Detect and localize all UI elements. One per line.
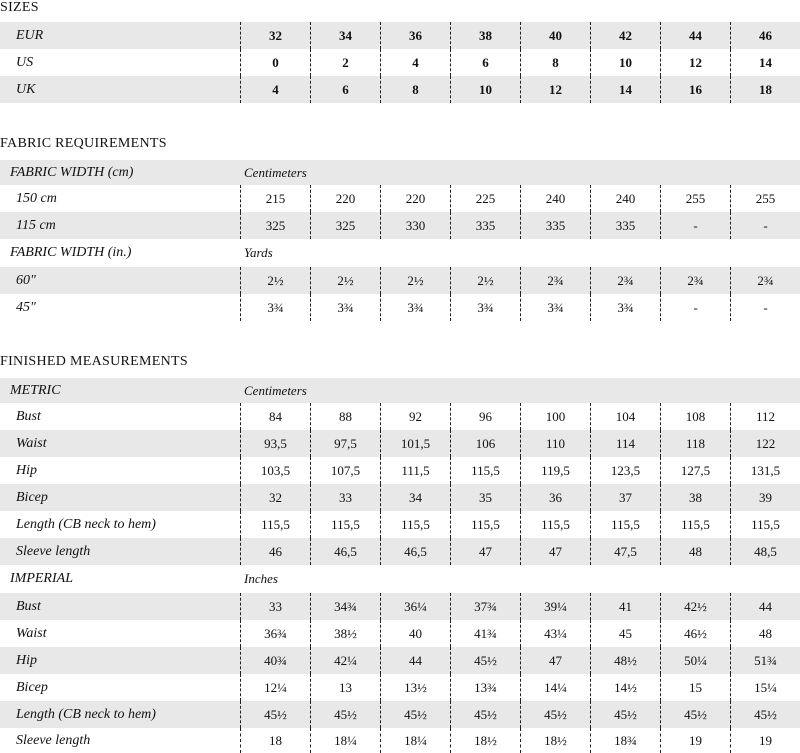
table-cell: 335 bbox=[520, 212, 590, 239]
table-cell: 225 bbox=[450, 185, 520, 212]
table-cell: 48½ bbox=[590, 647, 660, 674]
table-cell: 240 bbox=[590, 185, 660, 212]
table-cell: 41¾ bbox=[450, 620, 520, 647]
table-cell: 8 bbox=[520, 49, 590, 76]
table-cell: 2¾ bbox=[590, 267, 660, 294]
table-cell: 37 bbox=[590, 484, 660, 511]
table-cell: 13 bbox=[310, 674, 380, 701]
table-cell: 96 bbox=[450, 403, 520, 430]
table-cell: 33 bbox=[310, 484, 380, 511]
table-cell: 330 bbox=[380, 212, 450, 239]
size-row-uk bbox=[0, 76, 800, 103]
table-cell: 36 bbox=[380, 22, 450, 49]
table-cell: 45½ bbox=[380, 701, 450, 728]
row-label: Bicep bbox=[16, 489, 48, 505]
row-label: Sleeve length bbox=[16, 543, 91, 559]
table-cell: 115,5 bbox=[730, 511, 800, 538]
row-label: Waist bbox=[16, 625, 47, 641]
measurement-row bbox=[0, 403, 800, 430]
table-cell: 14 bbox=[590, 76, 660, 103]
row-label: 150 cm bbox=[16, 190, 57, 206]
table-cell: 37¾ bbox=[450, 593, 520, 620]
table-cell: 34 bbox=[380, 484, 450, 511]
row-label: 115 cm bbox=[16, 217, 56, 233]
table-cell: 42½ bbox=[660, 593, 730, 620]
fabric-in-header-row bbox=[0, 240, 800, 266]
table-cell: 18½ bbox=[450, 728, 520, 753]
table-cell: 115,5 bbox=[450, 511, 520, 538]
table-cell: 4 bbox=[380, 49, 450, 76]
table-cell: 108 bbox=[660, 403, 730, 430]
row-label: Length (CB neck to hem) bbox=[16, 516, 156, 532]
table-cell: 115,5 bbox=[660, 511, 730, 538]
table-cell: 115,5 bbox=[240, 511, 310, 538]
measurement-row bbox=[0, 538, 800, 565]
size-row-us bbox=[0, 49, 800, 76]
table-cell: 46½ bbox=[660, 620, 730, 647]
finished-heading: FINISHED MEASUREMENTS bbox=[0, 354, 188, 369]
measurement-row bbox=[0, 620, 800, 647]
table-cell: 240 bbox=[520, 185, 590, 212]
measurement-row bbox=[0, 728, 800, 753]
table-cell: 36¼ bbox=[380, 593, 450, 620]
table-cell: 48 bbox=[660, 538, 730, 565]
table-cell: 18½ bbox=[520, 728, 590, 753]
table-cell: 45½ bbox=[240, 701, 310, 728]
table-cell: 47 bbox=[520, 538, 590, 565]
table-cell: 10 bbox=[590, 49, 660, 76]
table-cell: 2½ bbox=[380, 267, 450, 294]
row-label: Bust bbox=[16, 598, 41, 614]
fabric-row bbox=[0, 212, 800, 239]
table-cell: 18¼ bbox=[380, 728, 450, 753]
table-cell: 111,5 bbox=[380, 457, 450, 484]
unit-label: Centimeters bbox=[244, 164, 307, 180]
row-label: Waist bbox=[16, 435, 47, 451]
measurement-row bbox=[0, 511, 800, 538]
table-cell: 35 bbox=[450, 484, 520, 511]
fabric-cm-header-row bbox=[0, 160, 800, 185]
table-cell: 115,5 bbox=[310, 511, 380, 538]
table-cell: 19 bbox=[730, 728, 800, 753]
measurement-row bbox=[0, 701, 800, 728]
metric-header-row bbox=[0, 378, 800, 403]
table-cell: 18 bbox=[730, 76, 800, 103]
table-cell: 220 bbox=[310, 185, 380, 212]
size-row-eur bbox=[0, 22, 800, 49]
table-cell: 119,5 bbox=[520, 457, 590, 484]
table-cell: 3¾ bbox=[520, 294, 590, 321]
table-cell: 46,5 bbox=[310, 538, 380, 565]
table-cell: 48 bbox=[730, 620, 800, 647]
table-cell: 335 bbox=[590, 212, 660, 239]
table-cell: 32 bbox=[240, 22, 310, 49]
table-cell: 103,5 bbox=[240, 457, 310, 484]
table-cell: 93,5 bbox=[240, 430, 310, 457]
table-cell: 38 bbox=[660, 484, 730, 511]
table-cell: 92 bbox=[380, 403, 450, 430]
fabric-row bbox=[0, 267, 800, 294]
table-cell: 2 bbox=[310, 49, 380, 76]
table-cell: 3¾ bbox=[240, 294, 310, 321]
imperial-header-row bbox=[0, 566, 800, 592]
table-cell: 44 bbox=[380, 647, 450, 674]
table-cell: 88 bbox=[310, 403, 380, 430]
fabric-row bbox=[0, 185, 800, 212]
table-cell: 118 bbox=[660, 430, 730, 457]
table-cell: 40 bbox=[520, 22, 590, 49]
table-cell: - bbox=[660, 294, 730, 321]
table-cell: 97,5 bbox=[310, 430, 380, 457]
table-cell: 47 bbox=[450, 538, 520, 565]
table-cell: 123,5 bbox=[590, 457, 660, 484]
fabric-heading: FABRIC REQUIREMENTS bbox=[0, 136, 167, 151]
table-cell: 12 bbox=[520, 76, 590, 103]
table-cell: 45½ bbox=[310, 701, 380, 728]
table-cell: 44 bbox=[660, 22, 730, 49]
table-cell: 335 bbox=[450, 212, 520, 239]
table-cell: 325 bbox=[310, 212, 380, 239]
table-cell: 48,5 bbox=[730, 538, 800, 565]
table-cell: 14¼ bbox=[520, 674, 590, 701]
table-cell: 44 bbox=[730, 593, 800, 620]
table-cell: 6 bbox=[310, 76, 380, 103]
table-cell: 45½ bbox=[450, 647, 520, 674]
fabric-row bbox=[0, 294, 800, 321]
row-label: FABRIC WIDTH (cm) bbox=[10, 164, 134, 180]
table-cell: 12 bbox=[660, 49, 730, 76]
table-cell: 114 bbox=[590, 430, 660, 457]
table-cell: 36¾ bbox=[240, 620, 310, 647]
table-cell: 45½ bbox=[520, 701, 590, 728]
row-label: EUR bbox=[16, 27, 44, 43]
table-cell: 110 bbox=[520, 430, 590, 457]
table-cell: 115,5 bbox=[450, 457, 520, 484]
table-cell: 2¾ bbox=[660, 267, 730, 294]
table-cell: 12¼ bbox=[240, 674, 310, 701]
measurement-row bbox=[0, 647, 800, 674]
unit-label: Yards bbox=[244, 245, 273, 260]
row-label: US bbox=[16, 54, 34, 70]
table-cell: 215 bbox=[240, 185, 310, 212]
table-cell: 13½ bbox=[380, 674, 450, 701]
table-cell: 3¾ bbox=[380, 294, 450, 321]
table-cell: - bbox=[730, 212, 800, 239]
table-cell: 34 bbox=[310, 22, 380, 49]
table-cell: - bbox=[660, 212, 730, 239]
table-cell: 45½ bbox=[730, 701, 800, 728]
row-label: 45" bbox=[16, 299, 36, 315]
table-cell: 45½ bbox=[450, 701, 520, 728]
table-cell: 115,5 bbox=[380, 511, 450, 538]
table-cell: 45½ bbox=[660, 701, 730, 728]
table-cell: 131,5 bbox=[730, 457, 800, 484]
table-cell: 18¾ bbox=[590, 728, 660, 753]
table-cell: 18¼ bbox=[310, 728, 380, 753]
measurement-row bbox=[0, 674, 800, 701]
table-cell: 14 bbox=[730, 49, 800, 76]
row-label: 60" bbox=[16, 272, 36, 288]
table-cell: 46 bbox=[240, 538, 310, 565]
table-cell: 33 bbox=[240, 593, 310, 620]
unit-label: Inches bbox=[244, 571, 278, 586]
table-cell: 115,5 bbox=[590, 511, 660, 538]
table-cell: 127,5 bbox=[660, 457, 730, 484]
unit-label: Centimeters bbox=[244, 382, 307, 398]
table-cell: 101,5 bbox=[380, 430, 450, 457]
table-cell: 43¼ bbox=[520, 620, 590, 647]
table-cell: 3¾ bbox=[310, 294, 380, 321]
measurement-row bbox=[0, 593, 800, 620]
table-cell: 3¾ bbox=[450, 294, 520, 321]
table-cell: 38½ bbox=[310, 620, 380, 647]
table-cell: 2½ bbox=[240, 267, 310, 294]
table-cell: 40 bbox=[380, 620, 450, 647]
table-cell: 4 bbox=[240, 76, 310, 103]
table-cell: 40¾ bbox=[240, 647, 310, 674]
table-cell: 2¾ bbox=[730, 267, 800, 294]
row-label: IMPERIAL bbox=[10, 571, 73, 586]
table-cell: 50¼ bbox=[660, 647, 730, 674]
table-cell: 45 bbox=[590, 620, 660, 647]
row-label: METRIC bbox=[10, 382, 61, 398]
table-cell: 39¼ bbox=[520, 593, 590, 620]
table-cell: 255 bbox=[660, 185, 730, 212]
table-cell: 106 bbox=[450, 430, 520, 457]
table-cell: 220 bbox=[380, 185, 450, 212]
table-cell: 46 bbox=[730, 22, 800, 49]
table-cell: 14½ bbox=[590, 674, 660, 701]
table-cell: 8 bbox=[380, 76, 450, 103]
row-label: Hip bbox=[16, 462, 37, 478]
row-label: Bicep bbox=[16, 679, 48, 695]
table-cell: 115,5 bbox=[520, 511, 590, 538]
row-label: Sleeve length bbox=[16, 732, 91, 748]
table-cell: 112 bbox=[730, 403, 800, 430]
table-cell: 2½ bbox=[450, 267, 520, 294]
table-cell: 10 bbox=[450, 76, 520, 103]
table-cell: 36 bbox=[520, 484, 590, 511]
table-cell: 0 bbox=[240, 49, 310, 76]
row-label: Length (CB neck to hem) bbox=[16, 706, 156, 722]
row-label: UK bbox=[16, 81, 36, 97]
sizes-heading: SIZES bbox=[0, 0, 39, 15]
table-cell: 325 bbox=[240, 212, 310, 239]
table-cell: 15¼ bbox=[730, 674, 800, 701]
table-cell: 18 bbox=[240, 728, 310, 753]
row-label: Hip bbox=[16, 652, 37, 668]
table-cell: 2½ bbox=[310, 267, 380, 294]
table-cell: 42¼ bbox=[310, 647, 380, 674]
measurement-row bbox=[0, 457, 800, 484]
table-cell: 34¾ bbox=[310, 593, 380, 620]
table-cell: 19 bbox=[660, 728, 730, 753]
table-cell: 32 bbox=[240, 484, 310, 511]
table-cell: 45½ bbox=[590, 701, 660, 728]
row-label: Bust bbox=[16, 408, 41, 424]
table-cell: 51¾ bbox=[730, 647, 800, 674]
table-cell: 3¾ bbox=[590, 294, 660, 321]
table-cell: 15 bbox=[660, 674, 730, 701]
table-cell: 2¾ bbox=[520, 267, 590, 294]
table-cell: 104 bbox=[590, 403, 660, 430]
measurement-row bbox=[0, 484, 800, 511]
table-cell: 84 bbox=[240, 403, 310, 430]
table-cell: 13¾ bbox=[450, 674, 520, 701]
table-cell: 46,5 bbox=[380, 538, 450, 565]
table-cell: 42 bbox=[590, 22, 660, 49]
table-cell: 6 bbox=[450, 49, 520, 76]
table-cell: 255 bbox=[730, 185, 800, 212]
table-cell: 38 bbox=[450, 22, 520, 49]
table-cell: - bbox=[730, 294, 800, 321]
table-cell: 122 bbox=[730, 430, 800, 457]
table-cell: 47 bbox=[520, 647, 590, 674]
table-cell: 16 bbox=[660, 76, 730, 103]
table-cell: 107,5 bbox=[310, 457, 380, 484]
table-cell: 39 bbox=[730, 484, 800, 511]
row-label: FABRIC WIDTH (in.) bbox=[10, 245, 132, 260]
measurement-row bbox=[0, 430, 800, 457]
table-cell: 47,5 bbox=[590, 538, 660, 565]
table-cell: 100 bbox=[520, 403, 590, 430]
table-cell: 41 bbox=[590, 593, 660, 620]
